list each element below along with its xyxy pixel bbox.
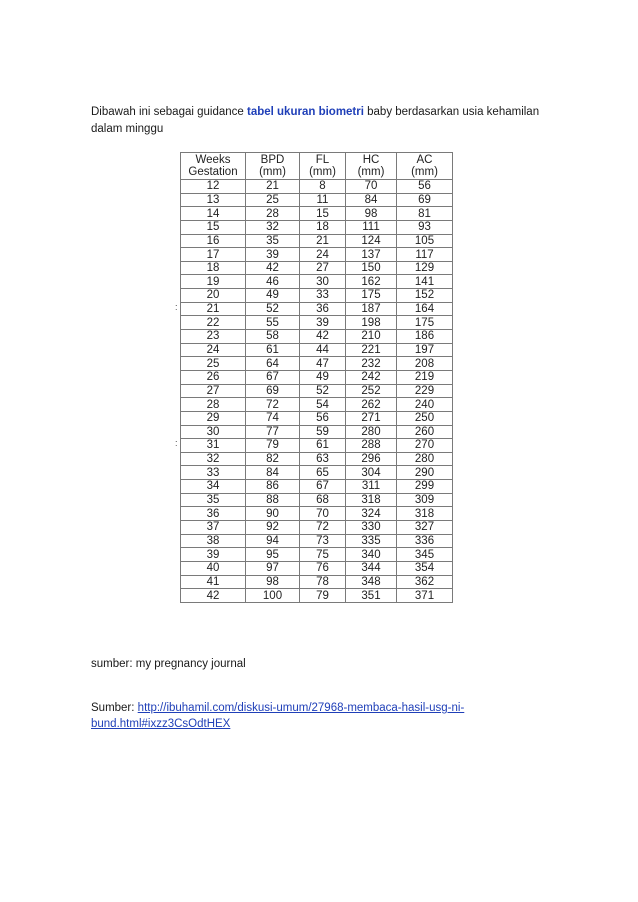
table-cell: 17: [181, 248, 246, 262]
table-row: [181, 466, 453, 480]
table-cell: 61: [300, 439, 346, 453]
table-cell: 15: [181, 220, 246, 234]
table-cell: 340: [346, 548, 397, 562]
table-cell: 150: [346, 261, 397, 275]
table-cell: 67: [300, 480, 346, 494]
table-cell: 49: [300, 370, 346, 384]
header-weeks: Weeks Gestation: [181, 153, 246, 180]
table-row: [181, 302, 453, 316]
table-row: [181, 452, 453, 466]
table-cell: 22: [181, 316, 246, 330]
table-cell: 137: [346, 248, 397, 262]
table-cell: 77: [246, 425, 300, 439]
table-cell: 11: [300, 193, 346, 207]
table-cell: 65: [300, 466, 346, 480]
table-cell: 309: [397, 493, 453, 507]
biometry-table-container: [180, 152, 453, 603]
table-cell: 52: [246, 302, 300, 316]
table-cell: 68: [300, 493, 346, 507]
table-cell: 105: [397, 234, 453, 248]
table-cell: 70: [346, 180, 397, 194]
table-cell: 362: [397, 575, 453, 589]
table-row: [181, 330, 453, 344]
table-cell: 81: [397, 207, 453, 221]
table-cell: 324: [346, 507, 397, 521]
table-cell: 79: [300, 589, 346, 603]
table-cell: 152: [397, 289, 453, 303]
table-cell: 290: [397, 466, 453, 480]
table-cell: 95: [246, 548, 300, 562]
table-row: [181, 439, 453, 453]
table-cell: 69: [246, 384, 300, 398]
table-cell: 33: [181, 466, 246, 480]
table-cell: 198: [346, 316, 397, 330]
table-cell: 354: [397, 561, 453, 575]
table-cell: 18: [300, 220, 346, 234]
table-cell: 187: [346, 302, 397, 316]
table-cell: 280: [346, 425, 397, 439]
table-cell: 164: [397, 302, 453, 316]
table-row: [181, 507, 453, 521]
table-cell: 72: [246, 398, 300, 412]
table-cell: 327: [397, 521, 453, 535]
table-cell: 25: [181, 357, 246, 371]
biometry-table: [180, 152, 453, 603]
table-cell: 229: [397, 384, 453, 398]
table-row: [181, 220, 453, 234]
table-cell: 70: [300, 507, 346, 521]
table-cell: 221: [346, 343, 397, 357]
reference-label: Sumber:: [91, 702, 138, 714]
table-row: [181, 534, 453, 548]
table-cell: 296: [346, 452, 397, 466]
header-hc: HC (mm): [346, 153, 397, 180]
table-cell: 175: [397, 316, 453, 330]
table-cell: 63: [300, 452, 346, 466]
table-cell: 270: [397, 439, 453, 453]
table-cell: 124: [346, 234, 397, 248]
header-bpd: BPD (mm): [246, 153, 300, 180]
table-cell: 97: [246, 561, 300, 575]
table-row: [181, 357, 453, 371]
table-row: [181, 343, 453, 357]
table-cell: 33: [300, 289, 346, 303]
table-row: [181, 425, 453, 439]
table-cell: 299: [397, 480, 453, 494]
side-mark: :: [175, 302, 178, 312]
table-cell: 288: [346, 439, 397, 453]
table-cell: 141: [397, 275, 453, 289]
table-cell: 39: [246, 248, 300, 262]
header-ac: AC (mm): [397, 153, 453, 180]
table-cell: 61: [246, 343, 300, 357]
table-cell: 28: [246, 207, 300, 221]
intro-highlight: tabel ukuran biometri: [247, 106, 364, 118]
table-row: [181, 180, 453, 194]
table-cell: 210: [346, 330, 397, 344]
table-cell: 37: [181, 521, 246, 535]
table-cell: 52: [300, 384, 346, 398]
source-note: sumber: my pregnancy journal: [91, 658, 246, 670]
table-cell: 78: [300, 575, 346, 589]
table-row: [181, 575, 453, 589]
table-cell: 16: [181, 234, 246, 248]
table-cell: 59: [300, 425, 346, 439]
reference-link[interactable]: http://ibuhamil.com/diskusi-umum/27968-membaca-hasil-usg-ni-bund.html#ixzz3CsOdtHEX: [91, 702, 465, 730]
table-cell: 79: [246, 439, 300, 453]
table-cell: 175: [346, 289, 397, 303]
table-row: [181, 248, 453, 262]
table-cell: 46: [246, 275, 300, 289]
table-cell: 30: [181, 425, 246, 439]
table-cell: 26: [181, 370, 246, 384]
table-cell: 55: [246, 316, 300, 330]
table-cell: 58: [246, 330, 300, 344]
table-cell: 260: [397, 425, 453, 439]
table-cell: 42: [181, 589, 246, 603]
table-cell: 100: [246, 589, 300, 603]
table-header-row: [181, 153, 453, 180]
table-cell: 23: [181, 330, 246, 344]
table-cell: 252: [346, 384, 397, 398]
table-cell: 8: [300, 180, 346, 194]
table-cell: 94: [246, 534, 300, 548]
table-cell: 56: [397, 180, 453, 194]
table-row: [181, 493, 453, 507]
table-row: [181, 261, 453, 275]
table-cell: 280: [397, 452, 453, 466]
table-cell: 30: [300, 275, 346, 289]
table-cell: 345: [397, 548, 453, 562]
side-mark: :: [175, 438, 178, 448]
table-cell: 84: [346, 193, 397, 207]
table-cell: 335: [346, 534, 397, 548]
table-cell: 12: [181, 180, 246, 194]
table-cell: 250: [397, 411, 453, 425]
table-cell: 27: [181, 384, 246, 398]
table-cell: 42: [246, 261, 300, 275]
table-cell: 34: [181, 480, 246, 494]
reference-note: [91, 700, 511, 732]
table-cell: 32: [246, 220, 300, 234]
table-cell: 28: [181, 398, 246, 412]
table-cell: 311: [346, 480, 397, 494]
table-cell: 86: [246, 480, 300, 494]
table-cell: 348: [346, 575, 397, 589]
table-row: [181, 370, 453, 384]
header-fl: FL (mm): [300, 153, 346, 180]
table-cell: 219: [397, 370, 453, 384]
table-row: [181, 411, 453, 425]
table-cell: 351: [346, 589, 397, 603]
table-cell: 24: [300, 248, 346, 262]
table-cell: 49: [246, 289, 300, 303]
table-cell: 39: [300, 316, 346, 330]
table-cell: 36: [181, 507, 246, 521]
table-row: [181, 561, 453, 575]
table-cell: 186: [397, 330, 453, 344]
table-cell: 21: [300, 234, 346, 248]
table-cell: 47: [300, 357, 346, 371]
table-cell: 69: [397, 193, 453, 207]
table-row: [181, 207, 453, 221]
table-cell: 19: [181, 275, 246, 289]
table-cell: 54: [300, 398, 346, 412]
table-cell: 84: [246, 466, 300, 480]
table-cell: 129: [397, 261, 453, 275]
table-cell: 67: [246, 370, 300, 384]
table-cell: 330: [346, 521, 397, 535]
table-cell: 90: [246, 507, 300, 521]
table-row: [181, 398, 453, 412]
table-row: [181, 384, 453, 398]
table-cell: 27: [300, 261, 346, 275]
table-cell: 35: [181, 493, 246, 507]
table-cell: 21: [246, 180, 300, 194]
table-cell: 336: [397, 534, 453, 548]
table-cell: 371: [397, 589, 453, 603]
table-cell: 98: [346, 207, 397, 221]
table-cell: 208: [397, 357, 453, 371]
table-cell: 56: [300, 411, 346, 425]
table-cell: 64: [246, 357, 300, 371]
table-cell: 32: [181, 452, 246, 466]
table-row: [181, 289, 453, 303]
table-cell: 74: [246, 411, 300, 425]
table-cell: 13: [181, 193, 246, 207]
table-cell: 82: [246, 452, 300, 466]
intro-text-after: baby berdasarkan usia kehamilan dalam minggu: [91, 106, 540, 135]
table-cell: 15: [300, 207, 346, 221]
table-cell: 29: [181, 411, 246, 425]
table-row: [181, 275, 453, 289]
table-row: [181, 234, 453, 248]
table-cell: 162: [346, 275, 397, 289]
table-row: [181, 193, 453, 207]
table-cell: 39: [181, 548, 246, 562]
intro-paragraph: [91, 104, 561, 138]
table-cell: 76: [300, 561, 346, 575]
table-cell: 240: [397, 398, 453, 412]
table-cell: 304: [346, 466, 397, 480]
table-body: [181, 180, 453, 603]
table-cell: 318: [346, 493, 397, 507]
table-cell: 93: [397, 220, 453, 234]
table-row: [181, 521, 453, 535]
table-cell: 88: [246, 493, 300, 507]
table-row: [181, 480, 453, 494]
table-cell: 18: [181, 261, 246, 275]
table-cell: 21: [181, 302, 246, 316]
table-cell: 92: [246, 521, 300, 535]
table-cell: 111: [346, 220, 397, 234]
table-cell: 98: [246, 575, 300, 589]
table-cell: 31: [181, 439, 246, 453]
table-cell: 72: [300, 521, 346, 535]
table-cell: 73: [300, 534, 346, 548]
table-cell: 117: [397, 248, 453, 262]
table-cell: 271: [346, 411, 397, 425]
table-cell: 20: [181, 289, 246, 303]
table-cell: 36: [300, 302, 346, 316]
table-cell: 262: [346, 398, 397, 412]
table-cell: 41: [181, 575, 246, 589]
table-row: [181, 548, 453, 562]
intro-text-before: Dibawah ini sebagai guidance: [91, 106, 247, 118]
table-cell: 344: [346, 561, 397, 575]
table-cell: 197: [397, 343, 453, 357]
table-cell: 25: [246, 193, 300, 207]
table-cell: 38: [181, 534, 246, 548]
table-cell: 44: [300, 343, 346, 357]
table-row: [181, 589, 453, 603]
table-cell: 75: [300, 548, 346, 562]
table-cell: 232: [346, 357, 397, 371]
table-cell: 14: [181, 207, 246, 221]
table-row: [181, 316, 453, 330]
table-cell: 35: [246, 234, 300, 248]
table-cell: 42: [300, 330, 346, 344]
table-cell: 242: [346, 370, 397, 384]
table-cell: 24: [181, 343, 246, 357]
table-cell: 40: [181, 561, 246, 575]
table-cell: 318: [397, 507, 453, 521]
